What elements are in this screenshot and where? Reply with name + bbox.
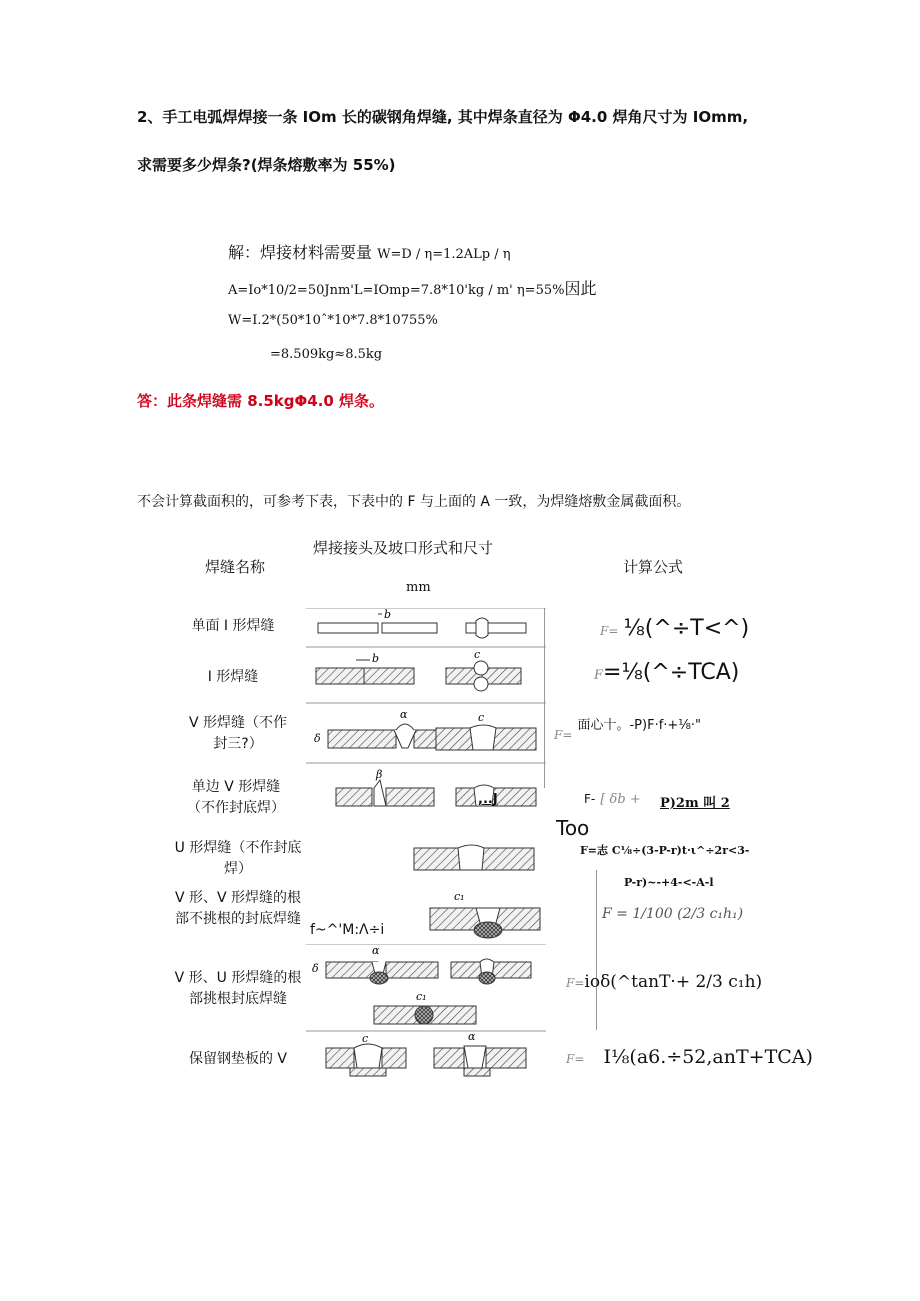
row-name-3: V 形焊缝（不作封三?） [188, 715, 288, 752]
table-header-name: 焊缝名称 [205, 558, 266, 576]
table-rule-2 [596, 870, 597, 1030]
formula-f-label: F= [600, 624, 619, 638]
formula-text-8: I⅛(a6.÷52,anT+TCA) [603, 1046, 813, 1068]
svg-text:α: α [372, 944, 380, 957]
formula-row-7: F=ioδ(^tanT·+ 2/3 c₁h) [566, 972, 763, 992]
table-header-form: 焊接接头及坡口形式和尺寸 [313, 539, 494, 557]
table-header-unit: mm [406, 580, 431, 595]
table-header-formula: 计算公式 [623, 558, 684, 576]
joint-drawing-i [306, 648, 546, 704]
formula-text-4a: F- [584, 792, 596, 806]
formula-text-3: 面心十。-P)F·f·+⅛·" [577, 718, 702, 733]
row-name-4: 单边 V 形焊缝（不作封底焊） [187, 779, 285, 816]
joint-drawing-back-gouged [306, 944, 546, 1032]
formula-text-5a: F=志 C⅛÷(3-P-r)t·ι^÷2r<3- [580, 844, 750, 857]
svg-text:c₁: c₁ [454, 890, 465, 903]
row-name-1: 单面 I 形焊缝 [191, 618, 275, 634]
row-name-2: I 形焊缝 [207, 669, 259, 685]
formula-text-7: ioδ(^tanT·+ 2/3 c₁h) [584, 972, 763, 992]
formula-row-8: F= I⅛(a6.÷52,anT+TCA) [566, 1046, 813, 1068]
solution-line-3: W=I.2*(50*10ˆ*10*7.8*10755% [228, 313, 438, 328]
svg-text:c: c [478, 711, 485, 724]
reference-note: 不会计算截面积的，可参考下表，下表中的 F 与上面的 A 一致，为焊缝熔敷金属截面积。 [137, 494, 691, 510]
solution-formula-2: A=Io*10/2=50Jnm'L=IOmp=7.8*10'kg / m' η=55% [228, 283, 565, 298]
row-name-5: U 形焊缝（不作封底焊） [174, 840, 302, 877]
joint-drawing-single-bevel [306, 766, 546, 810]
svg-text:α: α [468, 1032, 476, 1043]
row-6-fragment: f~^'M:Λ÷i [310, 922, 385, 938]
solution-formula-1: W=D / η=1.2ALp / η [377, 247, 511, 262]
svg-text:β: β [376, 768, 383, 781]
joint-drawing-v-root-seal [400, 888, 600, 944]
svg-text:c₁: c₁ [416, 990, 427, 1003]
row-name-7: V 形、U 形焊缝的根部挑根封底焊缝 [174, 970, 302, 1007]
svg-text:c: c [362, 1032, 369, 1045]
formula-text-5b: P-r)~-+4-<-A-l [624, 876, 714, 889]
svg-text:α: α [400, 708, 408, 721]
solution-line-1 [228, 240, 511, 263]
svg-text:b: b [372, 652, 380, 665]
svg-text:δ: δ [314, 732, 321, 745]
svg-text:b: b [384, 608, 392, 621]
solution-prefix: 解：焊接材料需要量 [228, 243, 373, 262]
solution-line-2 [228, 276, 596, 299]
formula-text-2: =⅛(^÷TCA) [603, 660, 740, 685]
joint-drawing-v [306, 706, 546, 764]
joint-drawing-u [408, 836, 588, 876]
row-name-8: 保留钢垫板的 V [188, 1051, 288, 1067]
formula-text-6: F = 1/100 (2/3 c₁h₁) [602, 906, 744, 922]
row-name-6: V 形、V 形焊缝的根部不挑根的封底焊缝 [174, 890, 302, 927]
joint-drawing-single-i [306, 608, 546, 648]
formula-text-4b: P)2m 叫 2 [660, 796, 730, 811]
formula-row-1 [600, 616, 749, 641]
solution-suffix: 因此 [564, 279, 597, 298]
question-line-1: 2、手工电弧焊焊接一条 IOm 长的碳钢角焊缝, 其中焊条直径为 Φ4.0 焊角尺寸为 IOmm, [137, 108, 749, 126]
joint-drawing-backing-strip [306, 1032, 546, 1092]
formula-row-2: F=⅛(^÷TCA) [594, 660, 740, 685]
question-line-2: 求需要多少焊条?(焊条熔敷率为 55%) [137, 156, 396, 174]
formula-text-1: ⅛(^÷T<^) [623, 616, 750, 641]
formula-row-3: F= $^{面心十。-P)F\cdot f\cdot+\frac{1}{8}\cdot"}$ [554, 718, 702, 742]
row-4-fragment: ,..J [478, 792, 498, 807]
formula-row-4: F- [ δb + [584, 792, 641, 807]
answer-text: 答：此条焊缝需 8.5kgΦ4.0 焊条。 [137, 392, 385, 410]
svg-text:c: c [474, 648, 481, 661]
solution-line-4: =8.509kg≈8.5kg [270, 347, 383, 362]
row-5-fragment: Too [556, 816, 590, 840]
svg-text:δ: δ [312, 962, 319, 975]
